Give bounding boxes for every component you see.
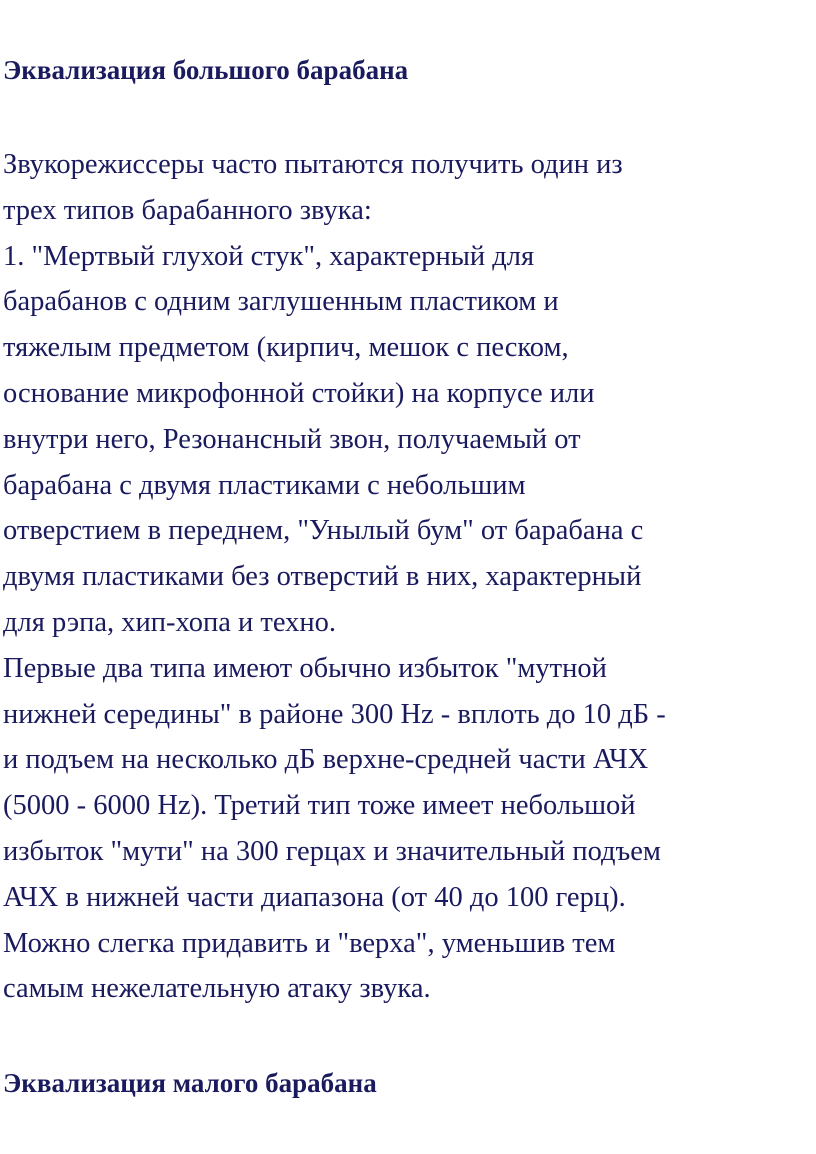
text-line: 1. "Мертвый глухой стук", характерный для — [3, 240, 535, 272]
text-line: внутри него, Резонансный звон, получаемый от — [3, 423, 581, 455]
text-line: тяжелым предметом (кирпич, мешок с песком, — [3, 332, 569, 364]
text-line: АЧХ в нижней части диапазона (от 40 до 100 герц). — [3, 881, 626, 913]
text-line: нижней середины" в районе 300 Hz - вплоть до 10 дБ - — [3, 698, 666, 730]
text-line: для рэпа, хип-хопа и техно. — [3, 606, 336, 638]
text-line: Первые два типа имеют обычно избыток "мутной — [3, 652, 607, 684]
text-line: двумя пластиками без отверстий в них, характерный — [3, 561, 642, 593]
text-line: (5000 - 6000 Hz). Третий тип тоже имеет небольшой — [3, 790, 636, 822]
text-line: трех типов барабанного звука: — [3, 194, 372, 226]
text-line: основание микрофонной стойки) на корпусе или — [3, 377, 595, 409]
section-body-bass-drum — [3, 142, 808, 1012]
text-line: барабанов с одним заглушенным пластиком и — [3, 286, 559, 318]
text-line: самым нежелательную атаку звука. — [3, 973, 431, 1005]
text-line: барабана с двумя пластиками с небольшим — [3, 469, 526, 501]
text-line: отверстием в переднем, "Унылый бум" от барабана с — [3, 515, 644, 547]
section-heading-bass-drum: Эквализация большого барабана — [3, 55, 409, 85]
section-heading-snare-drum: Эквализация малого барабана — [3, 1068, 377, 1098]
text-line: и подъем на несколько дБ верхне-средней части АЧХ — [3, 744, 649, 776]
text-line: избыток "мути" на 300 герцах и значительный подъем — [3, 835, 661, 867]
text-line: Можно слегка придавить и "верха", уменьшив тем — [3, 927, 616, 959]
text-line: Звукорежиссеры часто пытаются получить один из — [3, 149, 623, 180]
